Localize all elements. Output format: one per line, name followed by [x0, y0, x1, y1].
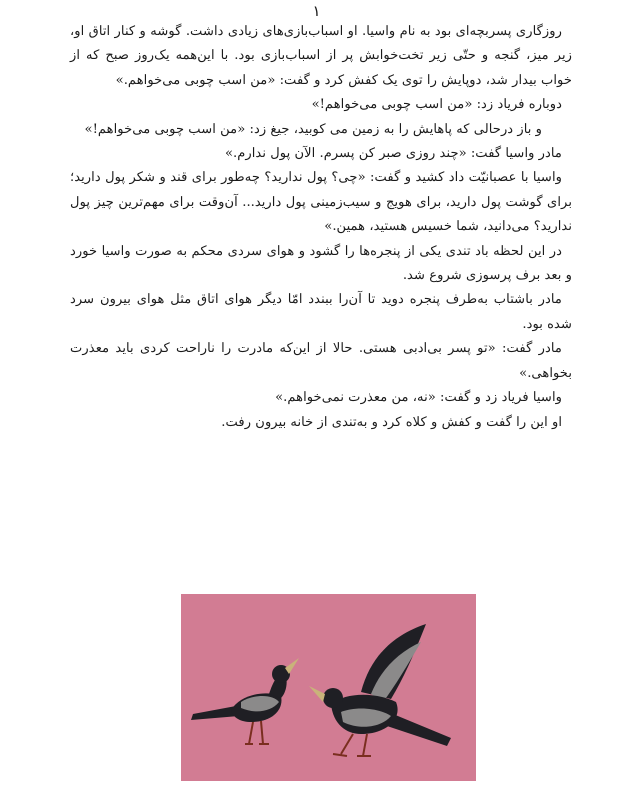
paragraph-mother-reply: مادر واسیا گفت: «چند روزی صبر کن پسرم. الآن پول ندارم.»: [224, 146, 562, 162]
paragraph-leave: او این را گفت و کفش و کلاه کرد و به‌تندی از خانه بیرون رفت.: [221, 414, 562, 430]
left-crow-tail: [191, 706, 239, 720]
paragraph-intro: روزگاری پسربچه‌ای بود به نام واسیا. او اسباب‌بازی‌های زیادی داشت. گوشه و کنار اتاق او، زیر میز، گنجه و حتّی زیر تخت‌خوابش پر از اسباب‌بازی بود. با این‌همه یک‌روز صبح که از خواب بیدار شد، دوپایش را توی یک کفش کرد و گفت: «من اسب چوبی می‌خواهم.»: [70, 24, 572, 88]
paragraph-wind: در این لحظه باد تندی یکی از پنجره‌ها را گشود و هوای سردی محکم به صورت واسیا خورد و بعد برف پرسوزی شروع شد.: [70, 243, 572, 284]
paragraph-vasya-refuse: واسیا فریاد زد و گفت: «نه، من معذرت نمی‌خواهم.»: [275, 390, 562, 406]
paragraph-window: مادر باشتاب به‌طرف پنجره دوید تا آن‌را ببندد امّا دیگر هوای اتاق مثل هوای بیرون سرد شده بود.: [70, 292, 572, 332]
right-crow-tail: [387, 714, 451, 746]
right-crow-legs: [333, 734, 371, 756]
right-crow: [309, 624, 451, 756]
right-crow-beak: [309, 686, 325, 702]
crows-illustration: [181, 594, 476, 781]
paragraph-mother-scold: مادر گفت: «تو پسر بی‌ادبی هستی. حالا از این‌که مادرت را ناراحت کردی باید معذرت بخواهی.»: [70, 341, 572, 381]
paragraph-shout-again: دوباره فریاد زد: «من اسب چوبی می‌خواهم!»: [311, 97, 562, 113]
right-crow-head: [323, 688, 343, 708]
story-text: [70, 20, 572, 435]
paragraph-stomp: و باز درحالی که پاهایش را به زمین می کوبید، جیغ زد: «من اسب چوبی می‌خواهم!»: [84, 121, 542, 137]
page-number: ۱: [312, 2, 321, 20]
left-crow-legs: [245, 721, 269, 744]
left-crow: [191, 658, 299, 744]
paragraph-vasya-angry: واسیا با عصبانیّت داد کشید و گفت: «چی؟ پول ندارید؟ چه‌طور برای قند و شکر پول دارید؛ برای گوشت پول دارید، برای هویج و سیب‌زمینی پول دارید... آن‌وقت برای مهم‌ترین چیز پول ندارید؟ می‌دانید، شما خسیس هستید، همین.»: [70, 170, 572, 235]
